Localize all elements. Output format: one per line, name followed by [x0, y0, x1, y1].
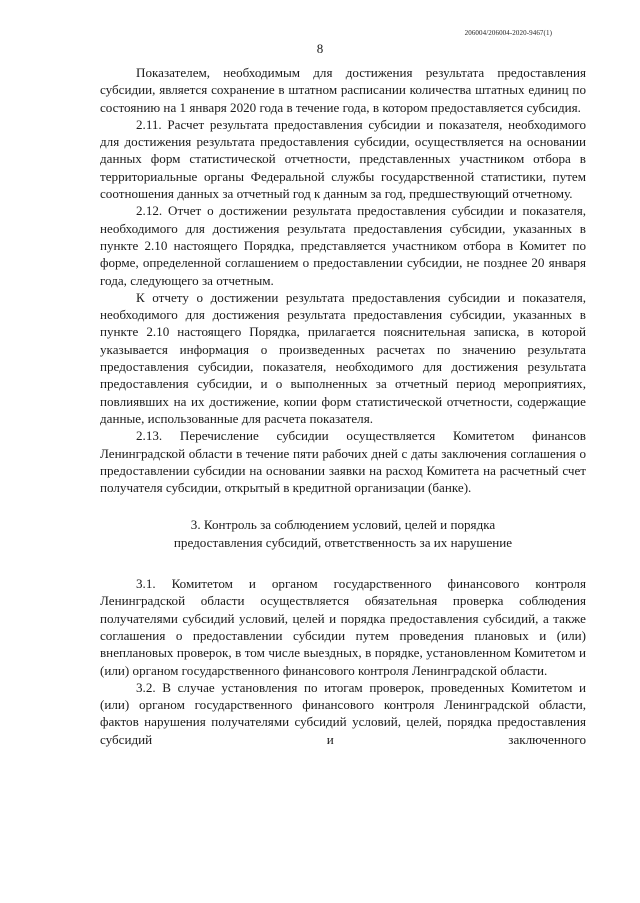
spacer [100, 496, 586, 516]
document-id: 206004/206004-2020-9467(1) [464, 29, 552, 37]
section-3-heading [100, 516, 586, 551]
page-number: 8 [316, 41, 324, 56]
paragraph-report-note: К отчету о достижении результата предоставления субсидии и показателя, необходимого для достижения результата предоставления субсидии, указанных в пункте 2.10 настоящего Порядка, прилагается пояснительная записка, в которой указывается информация о произведенных расчетах по значению результата предоставления субсидии, показателя, необходимого для достижения результата предоставления субсидии, и о выполненных за отчетный период мероприятиях, повлиявших на их достижение, копии форм статистической отчетности, содержащие данные, использованные для расчета показателя. [100, 289, 586, 426]
section-3-heading-line-2: предоставления субсидий, ответственность за их нарушение [173, 534, 513, 550]
paragraph-3-2: 3.2. В случае установления по итогам проверок, проведенных Комитетом и (или) органом государственного финансового контроля Ленинградской области, фактов нарушения получателями субсидий условий, целей, порядка предоставления субсидий и заключенного [100, 679, 586, 747]
paragraph-indicator: Показателем, необходимым для достижения результата предоставления субсидии, является сохранение в штатном расписании количества штатных единиц по состоянию на 1 января 2020 года в течение года, в котором предоставляется субсидия. [100, 65, 586, 115]
paragraph-2-12: 2.12. Отчет о достижении результата предоставления субсидии и показателя, необходимого для достижения результата предоставления субсидии, указанных в пункте 2.10 настоящего Порядка, представляется участником отбора в Комитет по форме, определенной соглашением о предоставлении субсидии, не позднее 20 января года, следующего за отчетным. [100, 203, 586, 288]
section-3-heading-line-1: 3. Контроль за соблюдением условий, целей и порядка [190, 517, 496, 533]
paragraph-3-1: 3.1. Комитетом и органом государственного финансового контроля Ленинградской области осуществляется обязательная проверка соблюдения получателями субсидий условий, целей и порядка предоставления субсидий, а также соглашения о предоставлении субсидии путем проведения плановых и (или) внеплановых проверок, в том числе выездных, в порядке, установленном Комитетом и (или) органом государственного финансового контроля Ленинградской области. [100, 576, 586, 678]
spacer [100, 551, 586, 575]
document-body [100, 64, 586, 748]
paragraph-2-13: 2.13. Перечисление субсидии осуществляется Комитетом финансов Ленинградской области в течение пяти рабочих дней с даты заключения соглашения о предоставлении субсидии на основании заявки на расход Комитета на расчетный счет получателя субсидии, открытый в кредитной организации (банке). [100, 428, 586, 496]
paragraph-2-11: 2.11. Расчет результата предоставления субсидии и показателя, необходимого для достижения результата предоставления субсидии, осуществляется на основании данных форм статистической отчетности, представленных участником отбора в территориальные органы Федеральной службы государственной статистики, путем соотношения данных за отчетный год к данным за год, предшествующий отчетному. [100, 116, 586, 202]
